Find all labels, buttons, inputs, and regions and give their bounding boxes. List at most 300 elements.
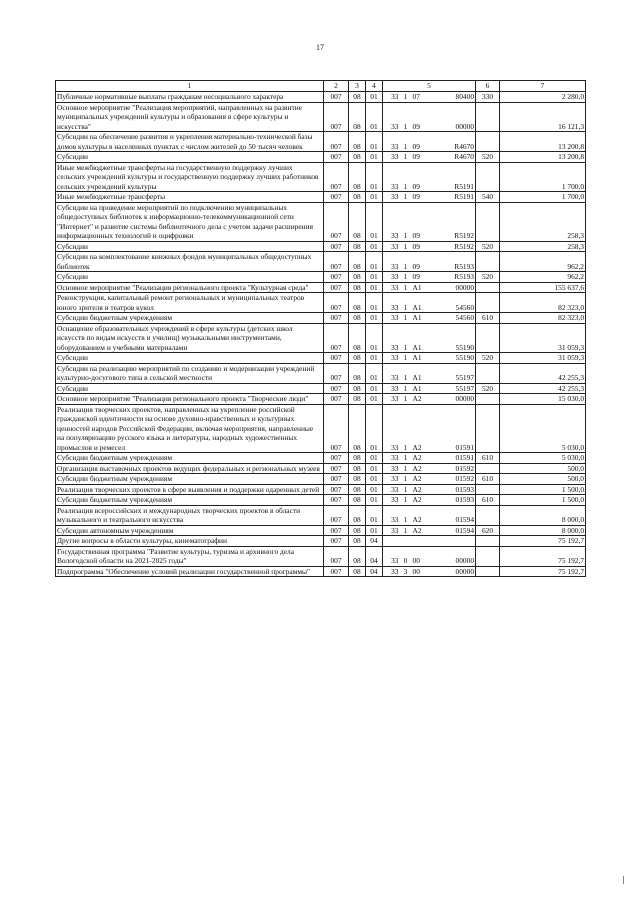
row-code-section: 08: [349, 272, 366, 283]
row-code-subsection: 01: [366, 132, 383, 152]
row-code-subsection: 01: [366, 505, 383, 525]
row-name: Реализация всероссийских и международных творческих проектов в области музыкального и театрального искусства: [56, 505, 324, 525]
row-code-event: A1: [412, 313, 430, 324]
row-code-direction: 01592: [430, 463, 476, 474]
row-code-subprogram: 1: [400, 453, 412, 464]
row-code-admin: 007: [324, 505, 349, 525]
row-code-admin: 007: [324, 394, 349, 405]
row-amount: 962,2: [500, 272, 586, 283]
row-code-event: A2: [412, 394, 430, 405]
row-name: Субсидии: [56, 272, 324, 283]
row-code-direction: 00000: [430, 102, 476, 132]
row-code-expense-type: 330: [476, 92, 500, 103]
row-amount: 1 700,0: [500, 192, 586, 203]
row-code-program: 33: [383, 453, 400, 464]
row-code-expense-type: [476, 252, 500, 272]
row-code-expense-type: 540: [476, 192, 500, 203]
table-row: [56, 202, 586, 241]
row-code-program: 33: [383, 272, 400, 283]
row-name: Субсидии на реализацию мероприятий по созданию и модернизации учреждений культурно-досугового типа в сельской местности: [56, 363, 324, 383]
row-code-program: 33: [383, 505, 400, 525]
row-code-expense-type: [476, 566, 500, 577]
row-name: Реализация творческих проектов в сфере выявления и поддержки одаренных детей: [56, 484, 324, 495]
row-code-subsection: 01: [366, 282, 383, 293]
row-code-section: 08: [349, 505, 366, 525]
row-code-section: 08: [349, 363, 366, 383]
row-code-program: 33: [383, 495, 400, 506]
row-name: Реконструкция, капитальный ремонт региональных и муниципальных театров юного зрителя и театров кукол: [56, 293, 324, 313]
row-code-subprogram: 1: [400, 252, 412, 272]
row-amount: 42 255,3: [500, 383, 586, 394]
table-row: [56, 323, 586, 353]
row-code-event: A2: [412, 495, 430, 506]
table-row: [56, 272, 586, 283]
row-code-subsection: 01: [366, 453, 383, 464]
row-code-event: A1: [412, 293, 430, 313]
row-code-subprogram: 1: [400, 404, 412, 453]
row-code-event: 00: [412, 546, 430, 566]
row-code-subprogram: 0: [400, 546, 412, 566]
row-code-direction: R5191: [430, 162, 476, 192]
row-code-subprogram: 1: [400, 525, 412, 536]
row-code-direction: 00000: [430, 282, 476, 293]
row-code-admin: 007: [324, 252, 349, 272]
table-row: [56, 102, 586, 132]
row-code-program: 33: [383, 152, 400, 163]
row-code-expense-type: [476, 463, 500, 474]
row-name: Субсидии бюджетным учреждениям: [56, 313, 324, 324]
row-code-subsection: 01: [366, 152, 383, 163]
row-name: Субсидии бюджетным учреждениям: [56, 495, 324, 506]
row-code-event: 09: [412, 192, 430, 203]
row-code-admin: 007: [324, 293, 349, 313]
row-code-expense-type: [476, 132, 500, 152]
row-code-subsection: 04: [366, 536, 383, 547]
row-code-subprogram: 1: [400, 162, 412, 192]
row-code-event: A2: [412, 404, 430, 453]
row-code-direction: R5193: [430, 272, 476, 283]
row-code-direction: [430, 536, 476, 547]
row-code-program: 33: [383, 525, 400, 536]
row-code-expense-type: 610: [476, 453, 500, 464]
row-code-program: 33: [383, 484, 400, 495]
row-code-section: 08: [349, 536, 366, 547]
row-code-direction: 01591: [430, 404, 476, 453]
row-name: Организация выставочных проектов ведущих федеральных и региональных музеев: [56, 463, 324, 474]
row-code-section: 08: [349, 404, 366, 453]
table-row: [56, 282, 586, 293]
row-code-subsection: 01: [366, 495, 383, 506]
row-code-direction: 54560: [430, 313, 476, 324]
table-row: [56, 313, 586, 324]
row-code-admin: 007: [324, 92, 349, 103]
header-col-3: 3: [349, 81, 366, 92]
row-code-direction: 01591: [430, 453, 476, 464]
row-code-expense-type: 520: [476, 383, 500, 394]
row-amount: 5 030,0: [500, 453, 586, 464]
row-code-event: 00: [412, 566, 430, 577]
row-code-subsection: 01: [366, 192, 383, 203]
table-row: [56, 162, 586, 192]
row-code-program: 33: [383, 252, 400, 272]
table-row: [56, 293, 586, 313]
table-row: [56, 484, 586, 495]
row-code-admin: 007: [324, 363, 349, 383]
row-code-event: A1: [412, 282, 430, 293]
table-row: [56, 394, 586, 405]
table-row: [56, 525, 586, 536]
row-code-direction: 55197: [430, 363, 476, 383]
row-code-expense-type: 610: [476, 474, 500, 485]
row-code-admin: 007: [324, 132, 349, 152]
row-code-program: 33: [383, 383, 400, 394]
row-code-admin: 007: [324, 272, 349, 283]
row-code-direction: 00000: [430, 566, 476, 577]
row-name: Субсидии бюджетным учреждениям: [56, 453, 324, 464]
row-code-subsection: 01: [366, 272, 383, 283]
budget-table: [55, 80, 586, 577]
row-code-event: A1: [412, 383, 430, 394]
row-code-program: 33: [383, 546, 400, 566]
row-name: Государственная программа "Развитие культуры, туризма и архивного дела Вологодской области на 2021-2025 годы": [56, 546, 324, 566]
row-amount: 962,2: [500, 252, 586, 272]
row-code-event: 09: [412, 272, 430, 283]
table-row: [56, 241, 586, 252]
row-code-section: 08: [349, 484, 366, 495]
row-code-event: A2: [412, 505, 430, 525]
row-code-program: 33: [383, 323, 400, 353]
row-code-section: 08: [349, 202, 366, 241]
row-code-section: 08: [349, 474, 366, 485]
row-code-section: 08: [349, 192, 366, 203]
row-code-subprogram: 1: [400, 293, 412, 313]
row-name: Субсидии бюджетным учреждениям: [56, 474, 324, 485]
row-code-section: 08: [349, 252, 366, 272]
row-code-section: 08: [349, 453, 366, 464]
row-code-event: 07: [412, 92, 430, 103]
row-code-event: [412, 536, 430, 547]
row-code-direction: R5192: [430, 202, 476, 241]
row-code-subprogram: 3: [400, 566, 412, 577]
row-name: Публичные нормативные выплаты гражданам несоциального характера: [56, 92, 324, 103]
row-code-event: A2: [412, 525, 430, 536]
row-code-event: 09: [412, 241, 430, 252]
row-code-section: 08: [349, 132, 366, 152]
row-code-admin: 007: [324, 566, 349, 577]
row-code-event: 09: [412, 252, 430, 272]
row-code-expense-type: [476, 394, 500, 405]
row-code-direction: 01593: [430, 495, 476, 506]
row-code-direction: 01592: [430, 474, 476, 485]
row-code-subsection: 01: [366, 463, 383, 474]
row-code-subsection: 01: [366, 102, 383, 132]
row-code-program: 33: [383, 241, 400, 252]
row-code-section: 08: [349, 495, 366, 506]
row-code-section: 08: [349, 293, 366, 313]
row-code-event: A2: [412, 463, 430, 474]
row-name: Оснащение образовательных учреждений в сфере культуры (детских школ искусств по видам искусств и училищ) музыкальными инструментами, оборудованием и учебными материалами: [56, 323, 324, 353]
row-code-subsection: 01: [366, 474, 383, 485]
table-row: [56, 536, 586, 547]
row-code-subsection: 01: [366, 404, 383, 453]
row-code-subprogram: 1: [400, 241, 412, 252]
row-code-direction: 55197: [430, 383, 476, 394]
row-code-subsection: 01: [366, 92, 383, 103]
row-code-program: 33: [383, 566, 400, 577]
row-code-subprogram: 1: [400, 202, 412, 241]
row-code-subprogram: 1: [400, 474, 412, 485]
row-code-subsection: 01: [366, 252, 383, 272]
table-row: [56, 474, 586, 485]
row-code-direction: 55190: [430, 323, 476, 353]
row-amount: 31 059,3: [500, 323, 586, 353]
table-row: [56, 252, 586, 272]
header-col-4: 4: [366, 81, 383, 92]
row-code-event: A2: [412, 474, 430, 485]
row-code-subprogram: 1: [400, 152, 412, 163]
table-row: [56, 463, 586, 474]
row-amount: 258,3: [500, 202, 586, 241]
row-code-direction: R5192: [430, 241, 476, 252]
row-code-section: 08: [349, 152, 366, 163]
row-code-section: 08: [349, 463, 366, 474]
row-code-section: 08: [349, 566, 366, 577]
row-code-direction: R4670: [430, 132, 476, 152]
row-code-section: 08: [349, 525, 366, 536]
row-code-direction: R5191: [430, 192, 476, 203]
row-name: Основное мероприятие "Реализация регионального проекта "Творческие люди": [56, 394, 324, 405]
row-code-program: 33: [383, 353, 400, 364]
row-amount: 75 192,7: [500, 546, 586, 566]
row-amount: 16 121,3: [500, 102, 586, 132]
table-row: [56, 495, 586, 506]
header-col-2: 2: [324, 81, 349, 92]
row-code-subprogram: 1: [400, 363, 412, 383]
row-code-event: A1: [412, 353, 430, 364]
row-code-expense-type: [476, 546, 500, 566]
row-code-program: [383, 536, 400, 547]
row-amount: 31 059,3: [500, 353, 586, 364]
row-code-subsection: 01: [366, 293, 383, 313]
row-code-expense-type: [476, 202, 500, 241]
row-code-direction: 80400: [430, 92, 476, 103]
row-code-admin: 007: [324, 162, 349, 192]
row-code-subprogram: 1: [400, 323, 412, 353]
row-name: Субсидии: [56, 353, 324, 364]
row-code-admin: 007: [324, 192, 349, 203]
row-code-subsection: 01: [366, 323, 383, 353]
row-code-expense-type: 520: [476, 353, 500, 364]
row-code-section: 08: [349, 313, 366, 324]
row-code-admin: 007: [324, 383, 349, 394]
row-code-expense-type: 620: [476, 525, 500, 536]
row-code-subsection: 01: [366, 484, 383, 495]
row-code-subprogram: 1: [400, 102, 412, 132]
table-row: [56, 132, 586, 152]
row-code-direction: 54560: [430, 293, 476, 313]
row-name: Субсидии на проведение мероприятий по подключению муниципальных общедоступных библиотек к информационно-телекоммуникационной сети "Интернет" и развитие системы библиотечного дела с учетом задачи расширения информационных технологий и оцифровки: [56, 202, 324, 241]
row-name: Субсидии: [56, 152, 324, 163]
row-amount: 75 192,7: [500, 566, 586, 577]
table-row: [56, 383, 586, 394]
row-code-section: 08: [349, 394, 366, 405]
row-amount: 2 280,0: [500, 92, 586, 103]
row-code-event: 09: [412, 132, 430, 152]
row-code-subprogram: 1: [400, 484, 412, 495]
row-code-subsection: 01: [366, 353, 383, 364]
header-col-6: 6: [476, 81, 500, 92]
row-code-expense-type: 520: [476, 241, 500, 252]
row-code-admin: 007: [324, 313, 349, 324]
row-name: Субсидии на обеспечение развития и укрепления материально-технической базы домов культуры в населенных пунктах с числом жителей до 50 тысяч человек: [56, 132, 324, 152]
row-code-event: 09: [412, 162, 430, 192]
row-name: Другие вопросы в области культуры, кинематографии: [56, 536, 324, 547]
row-amount: 258,3: [500, 241, 586, 252]
row-amount: 42 255,3: [500, 363, 586, 383]
table-row: [56, 505, 586, 525]
row-code-section: 08: [349, 241, 366, 252]
row-code-subprogram: 1: [400, 353, 412, 364]
row-amount: 8 000,0: [500, 525, 586, 536]
row-amount: 82 323,0: [500, 293, 586, 313]
scan-mark: [623, 876, 624, 884]
row-code-section: 08: [349, 102, 366, 132]
row-code-section: 08: [349, 282, 366, 293]
row-code-section: 08: [349, 353, 366, 364]
row-code-subprogram: 1: [400, 463, 412, 474]
row-name: Иные межбюджетные трансферты на государственную поддержку лучших сельских учреждений культуры и государственную поддержку лучших работников сельских учреждений культуры: [56, 162, 324, 192]
row-code-subprogram: 1: [400, 282, 412, 293]
table-row: [56, 152, 586, 163]
row-code-subsection: 04: [366, 566, 383, 577]
row-code-expense-type: [476, 505, 500, 525]
row-name: Основное мероприятие "Реализация регионального проекта "Культурная среда": [56, 282, 324, 293]
row-code-admin: 007: [324, 495, 349, 506]
row-code-admin: 007: [324, 474, 349, 485]
row-code-program: 33: [383, 282, 400, 293]
row-code-program: 33: [383, 313, 400, 324]
row-code-program: 33: [383, 202, 400, 241]
row-code-section: 08: [349, 383, 366, 394]
row-code-expense-type: 610: [476, 313, 500, 324]
row-code-program: 33: [383, 474, 400, 485]
row-code-subsection: 01: [366, 363, 383, 383]
table-row: [56, 566, 586, 577]
row-name: Субсидии на комплектование книжных фондов муниципальных общедоступных библиотек: [56, 252, 324, 272]
row-amount: 8 000,0: [500, 505, 586, 525]
row-name: Реализация творческих проектов, направленных на укрепление российской гражданской идентичности на основе духовно-нравственных и культурных ценностей народов Российской Федерации, включая мероприятия, направленные на популяризацию русского языка и литературы, народных художественных промыслов и ремесел: [56, 404, 324, 453]
row-code-subsection: 01: [366, 394, 383, 405]
row-code-section: 08: [349, 162, 366, 192]
row-code-expense-type: [476, 363, 500, 383]
row-name: Основное мероприятие "Реализация мероприятий, направленных на развитие муниципальных учреждений культуры и образования в сфере культуры и искусства": [56, 102, 324, 132]
row-code-direction: 01594: [430, 505, 476, 525]
row-amount: 500,0: [500, 463, 586, 474]
row-code-expense-type: 520: [476, 272, 500, 283]
row-amount: 13 200,8: [500, 132, 586, 152]
row-code-program: 33: [383, 463, 400, 474]
row-code-subsection: 01: [366, 383, 383, 394]
row-code-program: 33: [383, 132, 400, 152]
row-code-subsection: 01: [366, 525, 383, 536]
row-code-subsection: 01: [366, 241, 383, 252]
row-code-admin: 007: [324, 282, 349, 293]
row-code-event: A2: [412, 453, 430, 464]
row-code-subprogram: 1: [400, 272, 412, 283]
row-code-expense-type: 610: [476, 495, 500, 506]
row-code-subprogram: [400, 536, 412, 547]
row-code-subprogram: 1: [400, 92, 412, 103]
row-code-subsection: 01: [366, 162, 383, 192]
row-code-program: 33: [383, 363, 400, 383]
row-code-subprogram: 1: [400, 192, 412, 203]
row-name: Подпрограмма "Обеспечение условий реализации государственной программы": [56, 566, 324, 577]
row-code-program: 33: [383, 293, 400, 313]
row-amount: 500,0: [500, 474, 586, 485]
row-code-direction: R5193: [430, 252, 476, 272]
table-row: [56, 363, 586, 383]
row-amount: 13 200,8: [500, 152, 586, 163]
row-amount: 1 500,0: [500, 495, 586, 506]
row-code-expense-type: [476, 323, 500, 353]
row-code-subprogram: 1: [400, 505, 412, 525]
row-code-subprogram: 1: [400, 495, 412, 506]
row-name: Иные межбюджетные трансферты: [56, 192, 324, 203]
row-code-expense-type: [476, 102, 500, 132]
row-code-direction: 00000: [430, 394, 476, 405]
row-code-admin: 007: [324, 536, 349, 547]
row-code-admin: 007: [324, 152, 349, 163]
table-row: [56, 353, 586, 364]
row-code-section: 08: [349, 92, 366, 103]
row-code-admin: 007: [324, 202, 349, 241]
row-code-program: 33: [383, 92, 400, 103]
table-row: [56, 546, 586, 566]
row-code-direction: 55190: [430, 353, 476, 364]
header-col-5: 5: [383, 81, 476, 92]
row-code-subsection: 01: [366, 202, 383, 241]
row-amount: 1 700,0: [500, 162, 586, 192]
row-code-admin: 007: [324, 102, 349, 132]
row-code-subsection: 01: [366, 313, 383, 324]
row-code-program: 33: [383, 162, 400, 192]
row-code-expense-type: [476, 293, 500, 313]
row-code-expense-type: [476, 404, 500, 453]
table-row: [56, 404, 586, 453]
header-col-7: 7: [500, 81, 586, 92]
page-number: 17: [316, 43, 324, 52]
row-code-expense-type: [476, 282, 500, 293]
row-amount: 1 500,0: [500, 484, 586, 495]
row-name: Субсидии автономным учреждениям: [56, 525, 324, 536]
row-code-subprogram: 1: [400, 394, 412, 405]
row-code-direction: R4670: [430, 152, 476, 163]
row-code-expense-type: [476, 536, 500, 547]
row-amount: 75 192,7: [500, 536, 586, 547]
row-code-admin: 007: [324, 323, 349, 353]
row-code-admin: 007: [324, 453, 349, 464]
row-code-direction: 01593: [430, 484, 476, 495]
row-code-event: 09: [412, 202, 430, 241]
row-code-event: A1: [412, 363, 430, 383]
header-row: [56, 81, 586, 92]
row-code-event: 09: [412, 102, 430, 132]
row-code-admin: 007: [324, 525, 349, 536]
row-name: Субсидии: [56, 383, 324, 394]
row-code-event: A2: [412, 484, 430, 495]
row-code-event: A1: [412, 323, 430, 353]
row-amount: 5 030,0: [500, 404, 586, 453]
